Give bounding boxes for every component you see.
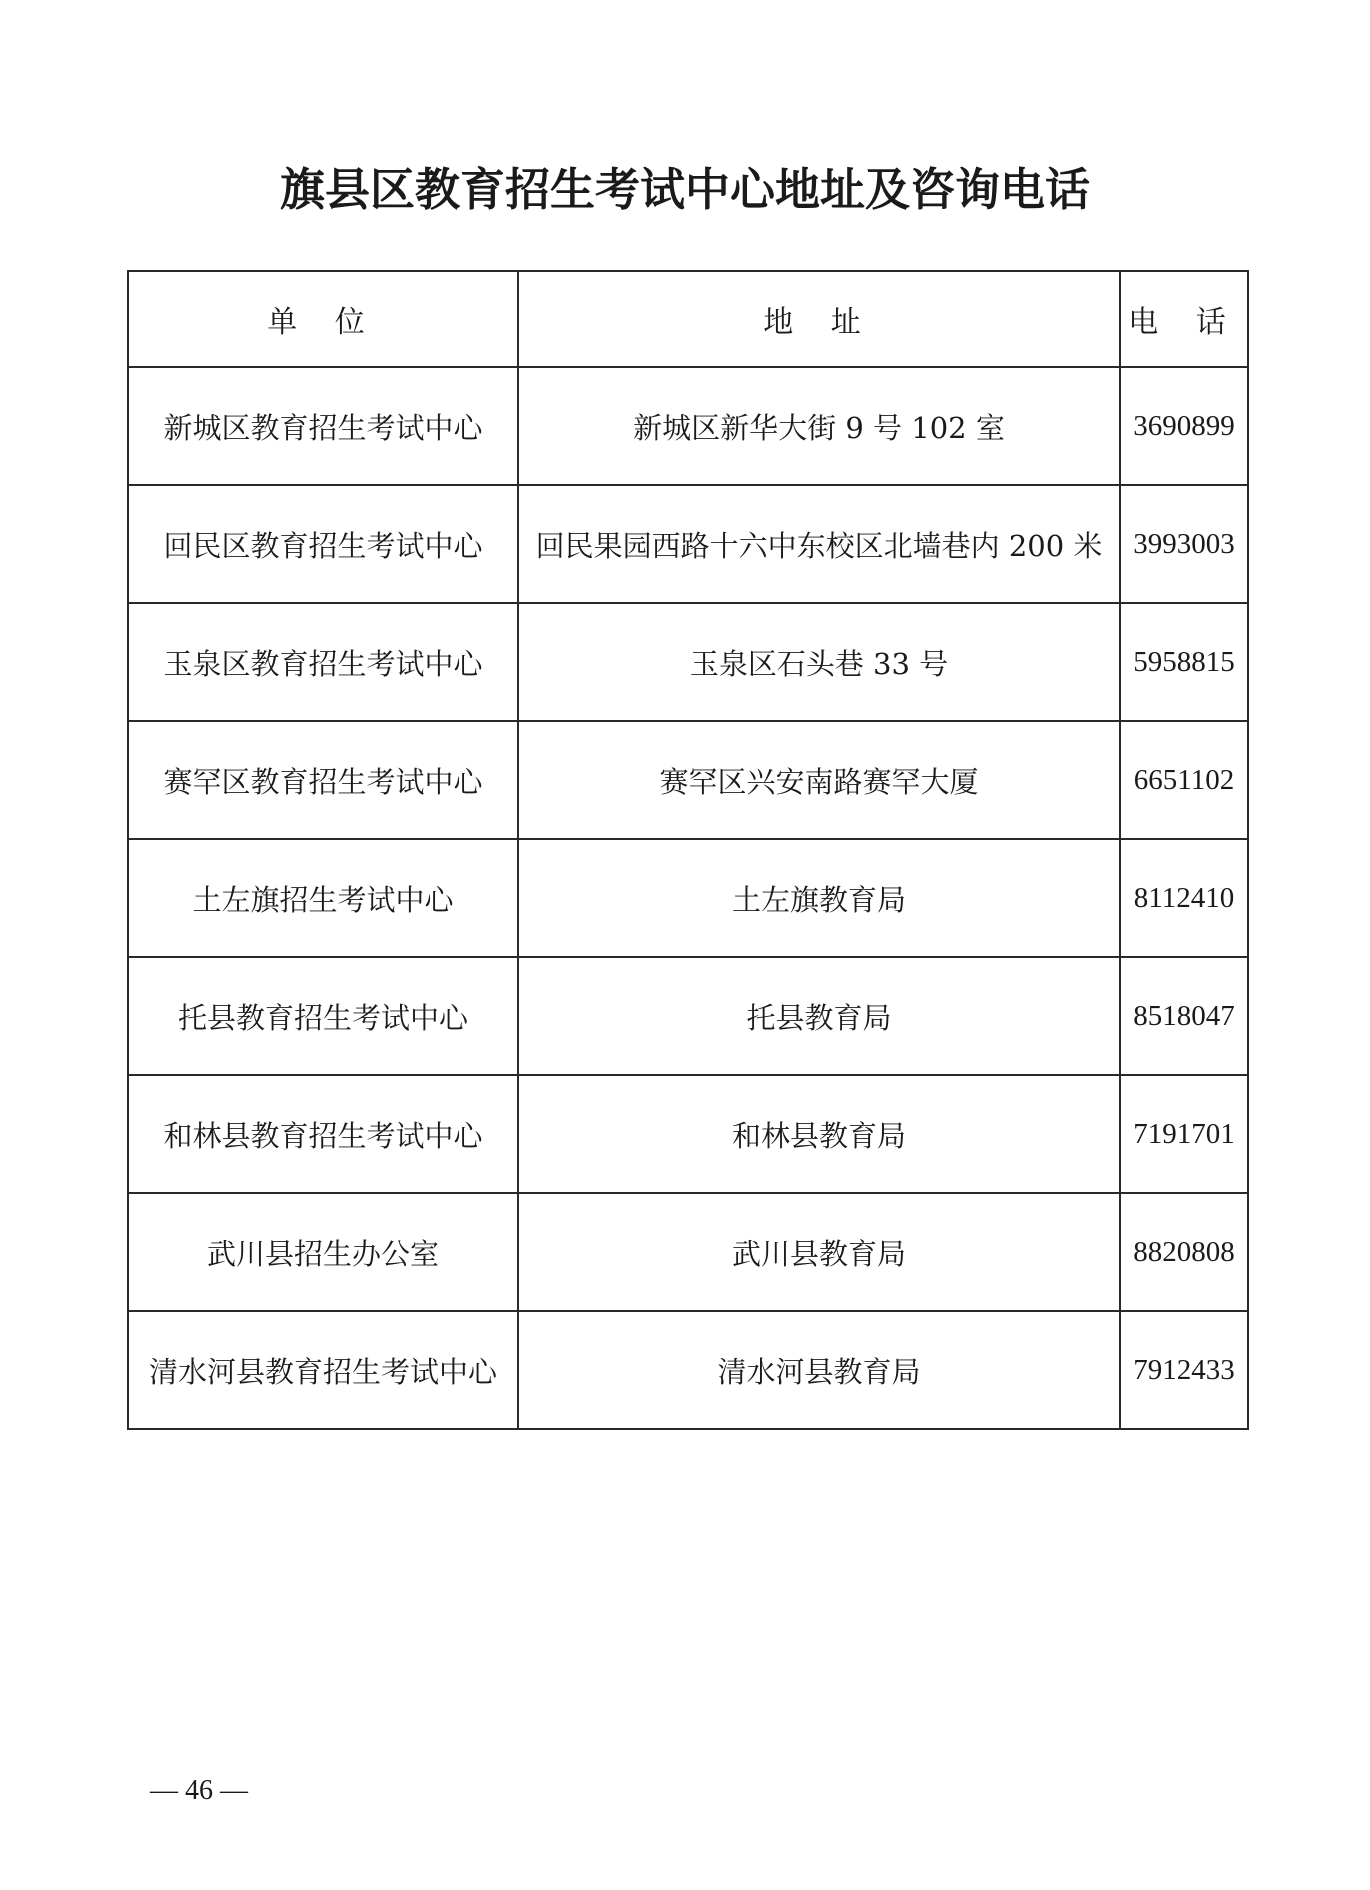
cell-unit: 武川县招生办公室 <box>128 1193 518 1311</box>
cell-phone: 3690899 <box>1120 367 1248 485</box>
cell-address: 新城区新华大街 9 号 102 室 <box>518 367 1120 485</box>
cell-phone: 5958815 <box>1120 603 1248 721</box>
table-row <box>128 1075 1248 1193</box>
cell-unit: 赛罕区教育招生考试中心 <box>128 721 518 839</box>
table-row <box>128 367 1248 485</box>
table-header-row <box>128 271 1248 367</box>
cell-phone: 8518047 <box>1120 957 1248 1075</box>
cell-phone: 6651102 <box>1120 721 1248 839</box>
cell-address: 清水河县教育局 <box>518 1311 1120 1429</box>
contact-table <box>127 270 1249 1430</box>
cell-address: 回民果园西路十六中东校区北墙巷内 200 米 <box>518 485 1120 603</box>
header-address: 地 址 <box>518 271 1120 367</box>
cell-unit: 土左旗招生考试中心 <box>128 839 518 957</box>
table-row <box>128 1193 1248 1311</box>
cell-address: 和林县教育局 <box>518 1075 1120 1193</box>
cell-unit: 托县教育招生考试中心 <box>128 957 518 1075</box>
cell-unit: 回民区教育招生考试中心 <box>128 485 518 603</box>
cell-address: 托县教育局 <box>518 957 1120 1075</box>
header-unit: 单 位 <box>128 271 518 367</box>
cell-unit: 玉泉区教育招生考试中心 <box>128 603 518 721</box>
cell-phone: 3993003 <box>1120 485 1248 603</box>
header-phone: 电 话 <box>1120 271 1248 367</box>
cell-phone: 8112410 <box>1120 839 1248 957</box>
cell-phone: 7912433 <box>1120 1311 1248 1429</box>
cell-address: 玉泉区石头巷 33 号 <box>518 603 1120 721</box>
table-row <box>128 839 1248 957</box>
table-row <box>128 485 1248 603</box>
cell-address: 土左旗教育局 <box>518 839 1120 957</box>
table-row <box>128 957 1248 1075</box>
cell-phone: 7191701 <box>1120 1075 1248 1193</box>
table-row <box>128 721 1248 839</box>
page-title: 旗县区教育招生考试中心地址及咨询电话 <box>279 163 1090 216</box>
cell-unit: 新城区教育招生考试中心 <box>128 367 518 485</box>
cell-unit: 清水河县教育招生考试中心 <box>128 1311 518 1429</box>
table-row <box>128 603 1248 721</box>
cell-phone: 8820808 <box>1120 1193 1248 1311</box>
cell-address: 赛罕区兴安南路赛罕大厦 <box>518 721 1120 839</box>
table-row <box>128 1311 1248 1429</box>
cell-address: 武川县教育局 <box>518 1193 1120 1311</box>
page-number: — 46 — <box>150 1775 248 1806</box>
cell-unit: 和林县教育招生考试中心 <box>128 1075 518 1193</box>
